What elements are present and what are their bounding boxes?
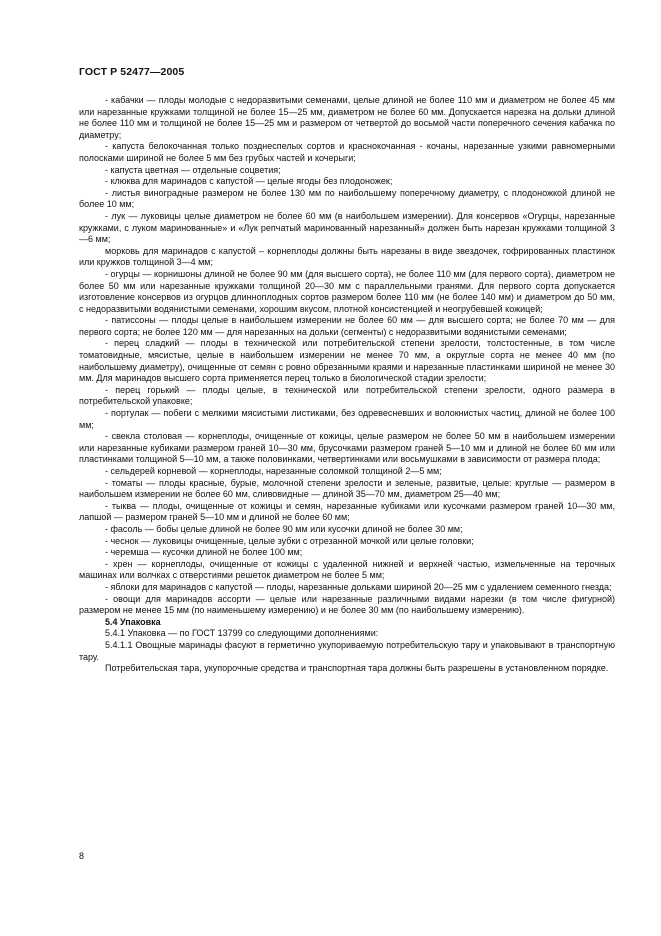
paragraph: - перец горький — плоды целые, в технической или потребительской степени зрелости, одного размера в потребительской упаковке; (79, 384, 615, 407)
paragraph: - свекла столовая — корнеплоды, очищенные от кожицы, целые размером не более 50 мм в наибольшем измерении или нарезанные кубиками размером граней 10—30 мм, брусочками размером граней 5—10 мм и длиной не более 60 мм или пластинками толщиной 5—10 мм, а также половинками, четвертинками или восьмушками в зависимости от размера плода; (79, 431, 615, 465)
paragraph: - листья виноградные размером не более 130 мм по наибольшему поперечному диаметру, с плодоножкой длиной не более 10 мм; (79, 187, 615, 210)
paragraph: - портулак — побеги с мелкими мясистыми листиками, без одревесневших и волокнистых частиц, длиной не более 100 мм; (79, 408, 615, 430)
paragraph: 5.4.1 Упаковка — по ГОСТ 13799 со следующими дополнениями: (105, 628, 379, 639)
paragraph: Потребительская тара, укупорочные средства и транспортная тара должны быть разрешены в установленном порядке. (105, 663, 609, 674)
paragraph: - хрен — корнеплоды, очищенные от кожицы с удаленной нижней и верхней частью, измельченные на терочных машинах или волчках с отверстиями решеток диаметром не более 5 мм; (79, 558, 615, 581)
paragraph: - тыква — плоды, очищенные от кожицы и семян, нарезанные кубиками или кусочками размером граней 10—30 мм, лапшой — размером граней 5—10 мм и длиной не более 60 мм; (79, 500, 615, 523)
paragraph: - томаты — плоды красные, бурые, молочной степени зрелости и зеленые, развитые, целые: круглые — размером в наибольшем измерении не более 60 мм, сливовидные — длиной 35—70 мм, диаметром 25—40 мм; (79, 477, 615, 500)
document-header: ГОСТ Р 52477—2005 (79, 66, 185, 78)
paragraph: 5.4.1.1 Овощные маринады фасуют в герметично укупориваемую потребительскую тару и упаковывают в транспортную тару. (79, 639, 615, 662)
paragraph: - фасоль — бобы целые длиной не более 90 мм или кусочки длиной не более 30 мм; (105, 523, 463, 534)
paragraph: - овощи для маринадов ассорти — целые или нарезанные различными видами нарезки (в том числе фигурной) размером не менее 15 мм (по наименьшему измерению) и не более 30 мм (по наибольшему измерению). (79, 593, 615, 616)
paragraph: - сельдерей корневой — корнеплоды, нарезанные соломкой толщиной 2—5 мм; (105, 466, 442, 476)
paragraph: - яблоки для маринадов с капустой — плоды, нарезанные дольками шириной 20—25 мм с удалением семенного гнезда; (105, 581, 612, 592)
document-body (79, 95, 615, 675)
paragraph: - огурцы — корнишоны длиной не более 90 мм (для высшего сорта), не более 110 мм (для первого сорта), диаметром не более 50 мм или нарезанные кружками толщиной 20—30 мм с параллельными гранями. Для первого сорта допускается изготовление консервов из огурцов длинноплодных сортов размером более 110 мм (не более 140 мм) и диаметром до 50 мм, с недоразвитыми водянистыми семенами, хорошим вкусом, плотной консистенцией и неогрубевшей кожицей; (79, 268, 615, 314)
paragraph: - капуста белокочанная только позднеспелых сортов и краснокочанная - кочаны, нарезанные узкими равномерными полосками шириной не более 5 мм без грубых частей и кочерыги; (79, 141, 615, 163)
paragraph: - капуста цветная — отдельные соцветия; (105, 164, 281, 175)
paragraph: морковь для маринадов с капустой – корнеплоды должны быть нарезаны в виде звездочек, гофрированных пластинок или кружков толщиной 3—4 мм; (79, 245, 615, 268)
section-heading: 5.4 Упаковка (105, 616, 161, 627)
paragraph: - черемша — кусочки длиной не более 100 мм; (105, 547, 303, 558)
paragraph: - перец сладкий — плоды в технической или потребительской степени зрелости, толстостенные, в том числе томатовидные, мясистые, целые в наибольшем измерении не менее 70 мм, а округлые сорта не менее 40 мм (по наибольшему диаметру), очищенные от семян с ровно обрезанными краями и нарезанные пластинками шириной не менее 30 мм. Для маринадов высшего сорта применяется перец только в биологической стадии зрелости; (79, 338, 615, 384)
page-number: 8 (79, 851, 85, 861)
paragraph: - патиссоны — плоды целые в наибольшем измерении не более 60 мм — для высшего сорта; не более 70 мм — для первого сорта; не более 120 мм — для нарезанных на дольки (сегменты) с недоразвитыми водянистыми семенами; (79, 315, 615, 337)
paragraph: - клюква для маринадов с капустой — целые ягоды без плодоножек; (105, 176, 393, 187)
paragraph: - лук — луковицы целые диаметром не более 60 мм (в наибольшем измерении). Для консервов «Огурцы, нарезанные кружками, с луком маринованные» и «Лук репчатый маринованный нарезанный» должен быть нарезан кружками толщиной 3—6 мм; (79, 210, 615, 245)
paragraph: - чеснок — луковицы очищенные, целые зубки с отрезанной мочкой или целые головки; (105, 535, 474, 546)
paragraph: - кабачки — плоды молодые с недоразвитыми семенами, целые длиной не более 110 мм и диаметром не более 45 мм или нарезанные кружками толщиной не более 15—25 мм, диаметром не более 60 мм. Допускается нарезка на дольки длиной не более 110 мм и толщиной не более 15—25 мм и размером от четвертой до восьмой части поперечного сечения кабачка по диаметру; (79, 95, 615, 140)
